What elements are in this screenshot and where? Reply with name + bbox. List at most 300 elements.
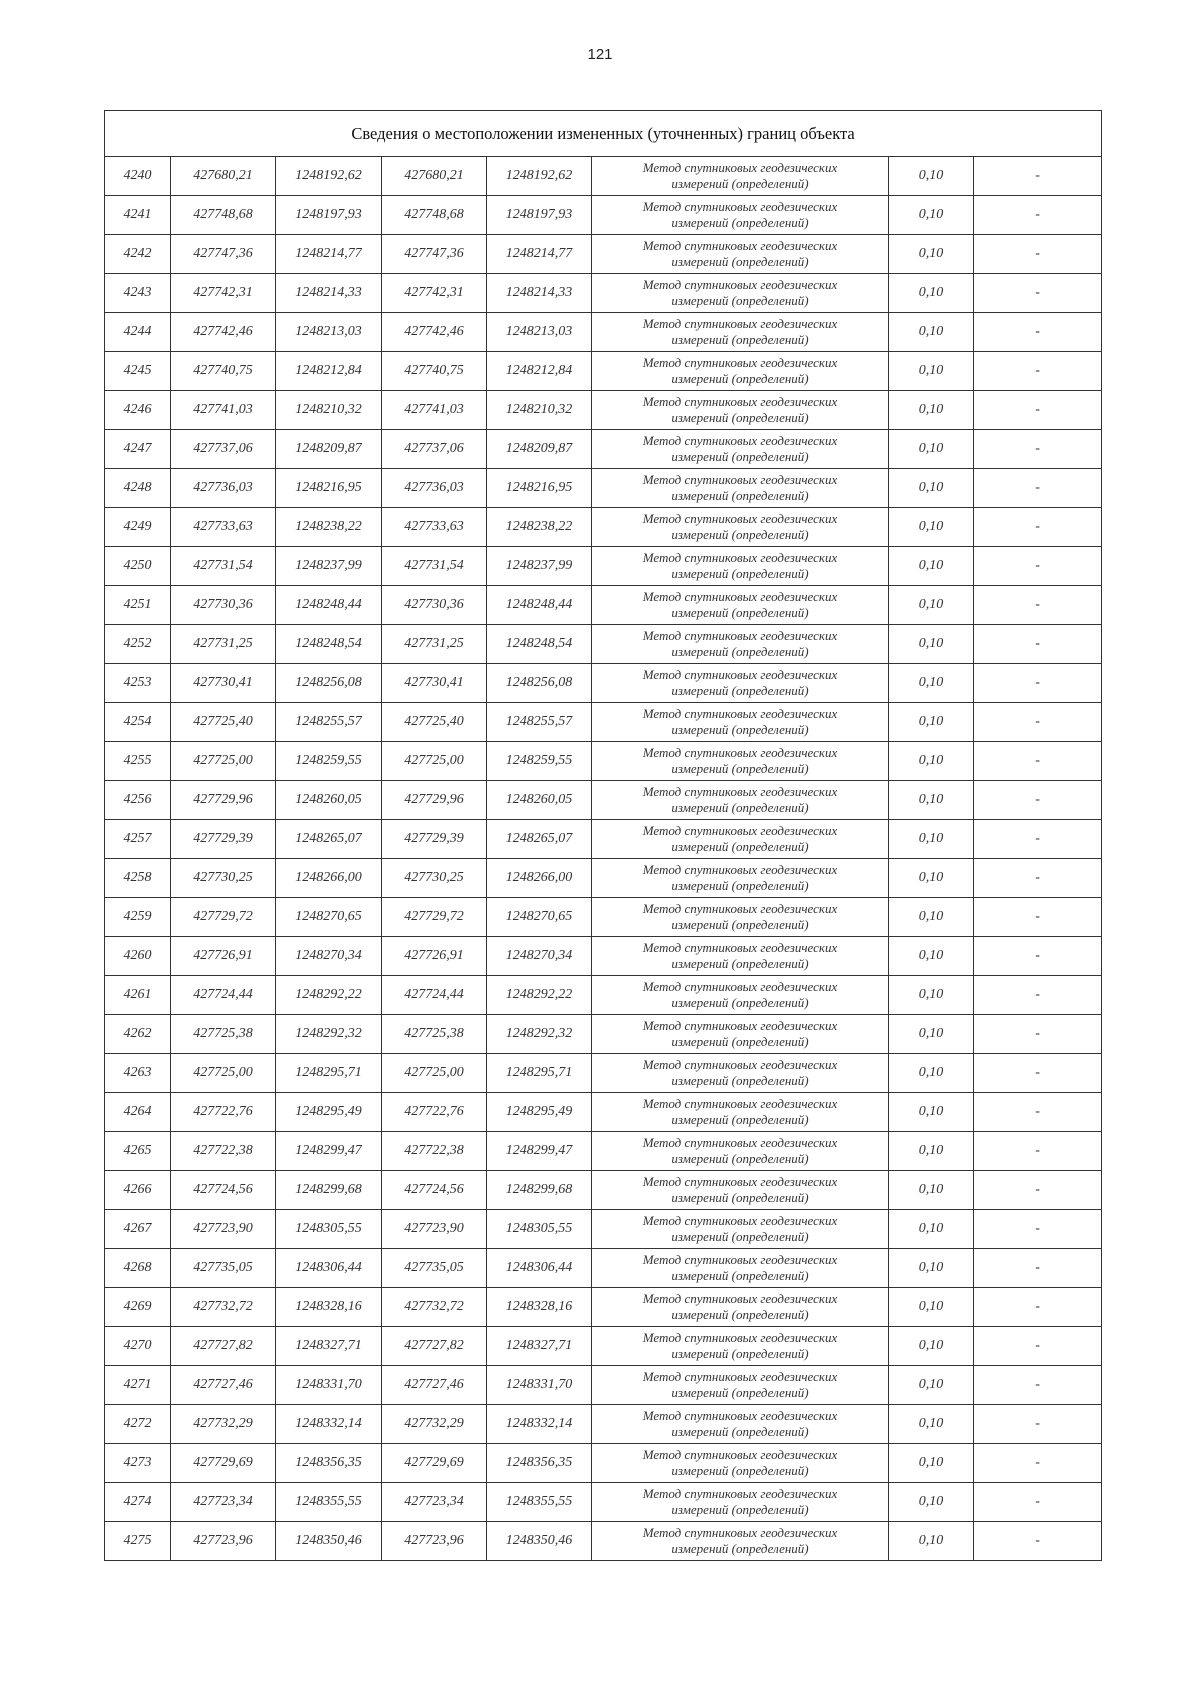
method-line-2: измерений (определений) [671, 566, 809, 581]
method-line-1: Метод спутниковых геодезических [642, 316, 838, 331]
method-cell [592, 1444, 889, 1483]
accuracy-cell: 0,10 [889, 1405, 974, 1444]
boundary-coordinates-table [104, 110, 1102, 1561]
y-existing-cell: 1248332,14 [276, 1405, 382, 1444]
y-existing-cell: 1248192,62 [276, 157, 382, 196]
method-line-2: измерений (определений) [671, 371, 809, 386]
method-cell [592, 1210, 889, 1249]
note-cell: - [974, 1054, 1102, 1093]
x-new-cell: 427731,54 [382, 547, 487, 586]
x-new-cell: 427725,00 [382, 742, 487, 781]
table-row [105, 937, 1102, 976]
method-line-2: измерений (определений) [671, 527, 809, 542]
y-existing-cell: 1248209,87 [276, 430, 382, 469]
y-new-cell: 1248192,62 [487, 157, 592, 196]
method-line-1: Метод спутниковых геодезических [642, 862, 838, 877]
method-cell [592, 274, 889, 313]
table-row [105, 430, 1102, 469]
note-cell: - [974, 1522, 1102, 1561]
method-line-2: измерений (определений) [671, 1502, 809, 1517]
accuracy-cell: 0,10 [889, 1522, 974, 1561]
method-cell [592, 664, 889, 703]
method-cell [592, 1405, 889, 1444]
x-new-cell: 427732,72 [382, 1288, 487, 1327]
table-row [105, 1093, 1102, 1132]
method-line-1: Метод спутниковых геодезических [642, 901, 838, 916]
point-number-cell: 4265 [105, 1132, 171, 1171]
x-existing-cell: 427723,34 [171, 1483, 276, 1522]
accuracy-cell: 0,10 [889, 625, 974, 664]
y-existing-cell: 1248265,07 [276, 820, 382, 859]
method-line-1: Метод спутниковых геодезических [642, 940, 838, 955]
method-line-1: Метод спутниковых геодезических [642, 511, 838, 526]
accuracy-cell: 0,10 [889, 1054, 974, 1093]
point-number-cell: 4259 [105, 898, 171, 937]
accuracy-cell: 0,10 [889, 703, 974, 742]
method-cell [592, 859, 889, 898]
note-cell: - [974, 508, 1102, 547]
x-existing-cell: 427724,56 [171, 1171, 276, 1210]
method-line-1: Метод спутниковых геодезических [642, 1018, 838, 1033]
point-number-cell: 4252 [105, 625, 171, 664]
point-number-cell: 4244 [105, 313, 171, 352]
method-cell [592, 547, 889, 586]
x-existing-cell: 427725,40 [171, 703, 276, 742]
note-cell: - [974, 1210, 1102, 1249]
method-cell [592, 1288, 889, 1327]
table-row [105, 976, 1102, 1015]
method-line-1: Метод спутниковых геодезических [642, 784, 838, 799]
point-number-cell: 4272 [105, 1405, 171, 1444]
point-number-cell: 4255 [105, 742, 171, 781]
x-existing-cell: 427732,29 [171, 1405, 276, 1444]
x-existing-cell: 427742,31 [171, 274, 276, 313]
note-cell: - [974, 1405, 1102, 1444]
method-line-2: измерений (определений) [671, 1307, 809, 1322]
y-new-cell: 1248248,54 [487, 625, 592, 664]
x-existing-cell: 427730,25 [171, 859, 276, 898]
x-existing-cell: 427725,38 [171, 1015, 276, 1054]
point-number-cell: 4268 [105, 1249, 171, 1288]
method-line-1: Метод спутниковых геодезических [642, 1447, 838, 1462]
y-existing-cell: 1248292,32 [276, 1015, 382, 1054]
x-new-cell: 427742,46 [382, 313, 487, 352]
point-number-cell: 4270 [105, 1327, 171, 1366]
y-new-cell: 1248265,07 [487, 820, 592, 859]
y-existing-cell: 1248216,95 [276, 469, 382, 508]
note-cell: - [974, 898, 1102, 937]
y-existing-cell: 1248238,22 [276, 508, 382, 547]
method-line-1: Метод спутниковых геодезических [642, 472, 838, 487]
note-cell: - [974, 1444, 1102, 1483]
table-row [105, 235, 1102, 274]
method-line-2: измерений (определений) [671, 1112, 809, 1127]
y-new-cell: 1248237,99 [487, 547, 592, 586]
y-existing-cell: 1248213,03 [276, 313, 382, 352]
table-row [105, 352, 1102, 391]
accuracy-cell: 0,10 [889, 586, 974, 625]
method-line-2: измерений (определений) [671, 761, 809, 776]
accuracy-cell: 0,10 [889, 1171, 974, 1210]
y-new-cell: 1248216,95 [487, 469, 592, 508]
note-cell: - [974, 1249, 1102, 1288]
x-existing-cell: 427723,96 [171, 1522, 276, 1561]
y-new-cell: 1248295,71 [487, 1054, 592, 1093]
method-cell [592, 1171, 889, 1210]
note-cell: - [974, 586, 1102, 625]
method-line-1: Метод спутниковых геодезических [642, 160, 838, 175]
method-line-1: Метод спутниковых геодезических [642, 1330, 838, 1345]
point-number-cell: 4258 [105, 859, 171, 898]
y-new-cell: 1248332,14 [487, 1405, 592, 1444]
y-new-cell: 1248292,22 [487, 976, 592, 1015]
y-new-cell: 1248256,08 [487, 664, 592, 703]
x-existing-cell: 427732,72 [171, 1288, 276, 1327]
y-existing-cell: 1248270,65 [276, 898, 382, 937]
method-line-2: измерений (определений) [671, 1229, 809, 1244]
x-new-cell: 427747,36 [382, 235, 487, 274]
table-title: Сведения о местоположении измененных (уточненных) границ объекта [105, 111, 1102, 157]
method-cell [592, 313, 889, 352]
point-number-cell: 4260 [105, 937, 171, 976]
point-number-cell: 4246 [105, 391, 171, 430]
y-existing-cell: 1248350,46 [276, 1522, 382, 1561]
method-cell [592, 235, 889, 274]
method-cell [592, 1015, 889, 1054]
y-new-cell: 1248292,32 [487, 1015, 592, 1054]
y-new-cell: 1248209,87 [487, 430, 592, 469]
note-cell: - [974, 781, 1102, 820]
method-cell [592, 625, 889, 664]
table-row [105, 664, 1102, 703]
y-new-cell: 1248295,49 [487, 1093, 592, 1132]
point-number-cell: 4266 [105, 1171, 171, 1210]
table-row [105, 313, 1102, 352]
y-existing-cell: 1248212,84 [276, 352, 382, 391]
x-new-cell: 427730,41 [382, 664, 487, 703]
table-row [105, 1171, 1102, 1210]
x-existing-cell: 427748,68 [171, 196, 276, 235]
table-row [105, 391, 1102, 430]
x-existing-cell: 427725,00 [171, 742, 276, 781]
accuracy-cell: 0,10 [889, 742, 974, 781]
x-existing-cell: 427722,38 [171, 1132, 276, 1171]
y-new-cell: 1248260,05 [487, 781, 592, 820]
y-new-cell: 1248248,44 [487, 586, 592, 625]
accuracy-cell: 0,10 [889, 430, 974, 469]
method-line-1: Метод спутниковых геодезических [642, 277, 838, 292]
method-line-2: измерений (определений) [671, 683, 809, 698]
method-cell [592, 898, 889, 937]
table-row [105, 1210, 1102, 1249]
y-new-cell: 1248214,77 [487, 235, 592, 274]
x-existing-cell: 427747,36 [171, 235, 276, 274]
x-new-cell: 427725,38 [382, 1015, 487, 1054]
method-line-2: измерений (определений) [671, 1073, 809, 1088]
method-cell [592, 937, 889, 976]
method-line-1: Метод спутниковых геодезических [642, 1369, 838, 1384]
y-new-cell: 1248350,46 [487, 1522, 592, 1561]
y-new-cell: 1248212,84 [487, 352, 592, 391]
y-new-cell: 1248255,57 [487, 703, 592, 742]
x-existing-cell: 427742,46 [171, 313, 276, 352]
page-number: 121 [587, 46, 613, 63]
y-existing-cell: 1248299,68 [276, 1171, 382, 1210]
table-row [105, 1405, 1102, 1444]
y-existing-cell: 1248306,44 [276, 1249, 382, 1288]
y-new-cell: 1248299,68 [487, 1171, 592, 1210]
point-number-cell: 4261 [105, 976, 171, 1015]
method-line-1: Метод спутниковых геодезических [642, 1096, 838, 1111]
accuracy-cell: 0,10 [889, 235, 974, 274]
method-line-1: Метод спутниковых геодезических [642, 1291, 838, 1306]
note-cell: - [974, 157, 1102, 196]
method-line-1: Метод спутниковых геодезических [642, 433, 838, 448]
x-new-cell: 427735,05 [382, 1249, 487, 1288]
x-existing-cell: 427731,25 [171, 625, 276, 664]
x-existing-cell: 427727,82 [171, 1327, 276, 1366]
method-cell [592, 1522, 889, 1561]
note-cell: - [974, 1171, 1102, 1210]
accuracy-cell: 0,10 [889, 976, 974, 1015]
y-existing-cell: 1248327,71 [276, 1327, 382, 1366]
method-cell [592, 157, 889, 196]
x-new-cell: 427722,38 [382, 1132, 487, 1171]
note-cell: - [974, 1327, 1102, 1366]
y-new-cell: 1248356,35 [487, 1444, 592, 1483]
point-number-cell: 4274 [105, 1483, 171, 1522]
method-line-2: измерений (определений) [671, 449, 809, 464]
method-line-1: Метод спутниковых геодезических [642, 1408, 838, 1423]
method-cell [592, 391, 889, 430]
note-cell: - [974, 1132, 1102, 1171]
x-new-cell: 427680,21 [382, 157, 487, 196]
y-new-cell: 1248327,71 [487, 1327, 592, 1366]
accuracy-cell: 0,10 [889, 1366, 974, 1405]
accuracy-cell: 0,10 [889, 469, 974, 508]
x-new-cell: 427723,90 [382, 1210, 487, 1249]
note-cell: - [974, 469, 1102, 508]
x-existing-cell: 427735,05 [171, 1249, 276, 1288]
method-line-1: Метод спутниковых геодезических [642, 823, 838, 838]
note-cell: - [974, 1288, 1102, 1327]
point-number-cell: 4271 [105, 1366, 171, 1405]
x-existing-cell: 427729,96 [171, 781, 276, 820]
method-line-2: измерений (определений) [671, 644, 809, 659]
method-cell [592, 820, 889, 859]
y-existing-cell: 1248266,00 [276, 859, 382, 898]
point-number-cell: 4247 [105, 430, 171, 469]
method-line-2: измерений (определений) [671, 1034, 809, 1049]
point-number-cell: 4248 [105, 469, 171, 508]
y-existing-cell: 1248237,99 [276, 547, 382, 586]
y-existing-cell: 1248328,16 [276, 1288, 382, 1327]
point-number-cell: 4256 [105, 781, 171, 820]
point-number-cell: 4253 [105, 664, 171, 703]
note-cell: - [974, 937, 1102, 976]
accuracy-cell: 0,10 [889, 1015, 974, 1054]
x-new-cell: 427730,36 [382, 586, 487, 625]
accuracy-cell: 0,10 [889, 1132, 974, 1171]
x-existing-cell: 427680,21 [171, 157, 276, 196]
x-new-cell: 427731,25 [382, 625, 487, 664]
x-new-cell: 427726,91 [382, 937, 487, 976]
x-existing-cell: 427725,00 [171, 1054, 276, 1093]
x-new-cell: 427722,76 [382, 1093, 487, 1132]
table-row [105, 625, 1102, 664]
method-line-2: измерений (определений) [671, 800, 809, 815]
method-cell [592, 196, 889, 235]
y-new-cell: 1248328,16 [487, 1288, 592, 1327]
method-cell [592, 1366, 889, 1405]
method-cell [592, 703, 889, 742]
y-new-cell: 1248213,03 [487, 313, 592, 352]
table-row [105, 820, 1102, 859]
table-row [105, 898, 1102, 937]
y-new-cell: 1248331,70 [487, 1366, 592, 1405]
method-cell [592, 469, 889, 508]
x-new-cell: 427723,34 [382, 1483, 487, 1522]
point-number-cell: 4251 [105, 586, 171, 625]
method-cell [592, 742, 889, 781]
note-cell: - [974, 391, 1102, 430]
note-cell: - [974, 352, 1102, 391]
method-cell [592, 1327, 889, 1366]
method-line-2: измерений (определений) [671, 410, 809, 425]
note-cell: - [974, 1366, 1102, 1405]
point-number-cell: 4249 [105, 508, 171, 547]
method-line-2: измерений (определений) [671, 1541, 809, 1556]
y-existing-cell: 1248305,55 [276, 1210, 382, 1249]
accuracy-cell: 0,10 [889, 274, 974, 313]
accuracy-cell: 0,10 [889, 547, 974, 586]
table-row [105, 1015, 1102, 1054]
table-row [105, 1054, 1102, 1093]
method-line-1: Метод спутниковых геодезических [642, 589, 838, 604]
x-new-cell: 427737,06 [382, 430, 487, 469]
method-line-1: Метод спутниковых геодезических [642, 1135, 838, 1150]
method-line-1: Метод спутниковых геодезических [642, 1057, 838, 1072]
method-line-2: измерений (определений) [671, 488, 809, 503]
note-cell: - [974, 976, 1102, 1015]
x-existing-cell: 427729,69 [171, 1444, 276, 1483]
point-number-cell: 4269 [105, 1288, 171, 1327]
note-cell: - [974, 742, 1102, 781]
method-cell [592, 508, 889, 547]
method-line-2: измерений (определений) [671, 1385, 809, 1400]
y-new-cell: 1248305,55 [487, 1210, 592, 1249]
y-existing-cell: 1248270,34 [276, 937, 382, 976]
method-line-1: Метод спутниковых геодезических [642, 199, 838, 214]
y-existing-cell: 1248355,55 [276, 1483, 382, 1522]
x-existing-cell: 427726,91 [171, 937, 276, 976]
accuracy-cell: 0,10 [889, 664, 974, 703]
method-line-2: измерений (определений) [671, 332, 809, 347]
y-existing-cell: 1248214,77 [276, 235, 382, 274]
table-row [105, 1288, 1102, 1327]
method-line-1: Метод спутниковых геодезических [642, 238, 838, 253]
x-new-cell: 427729,96 [382, 781, 487, 820]
method-line-2: измерений (определений) [671, 1346, 809, 1361]
method-cell [592, 781, 889, 820]
method-line-2: измерений (определений) [671, 878, 809, 893]
point-number-cell: 4262 [105, 1015, 171, 1054]
x-existing-cell: 427730,36 [171, 586, 276, 625]
method-line-1: Метод спутниковых геодезических [642, 706, 838, 721]
note-cell: - [974, 859, 1102, 898]
method-line-1: Метод спутниковых геодезических [642, 1252, 838, 1267]
table-row [105, 274, 1102, 313]
x-new-cell: 427724,44 [382, 976, 487, 1015]
method-line-2: измерений (определений) [671, 839, 809, 854]
method-line-2: измерений (определений) [671, 722, 809, 737]
point-number-cell: 4241 [105, 196, 171, 235]
method-line-1: Метод спутниковых геодезических [642, 1486, 838, 1501]
note-cell: - [974, 703, 1102, 742]
method-line-2: измерений (определений) [671, 917, 809, 932]
accuracy-cell: 0,10 [889, 820, 974, 859]
accuracy-cell: 0,10 [889, 391, 974, 430]
accuracy-cell: 0,10 [889, 898, 974, 937]
x-existing-cell: 427731,54 [171, 547, 276, 586]
y-new-cell: 1248299,47 [487, 1132, 592, 1171]
x-new-cell: 427729,39 [382, 820, 487, 859]
x-new-cell: 427748,68 [382, 196, 487, 235]
x-existing-cell: 427740,75 [171, 352, 276, 391]
method-line-1: Метод спутниковых геодезических [642, 628, 838, 643]
y-existing-cell: 1248356,35 [276, 1444, 382, 1483]
method-cell [592, 1054, 889, 1093]
x-existing-cell: 427733,63 [171, 508, 276, 547]
y-existing-cell: 1248295,49 [276, 1093, 382, 1132]
x-existing-cell: 427727,46 [171, 1366, 276, 1405]
method-line-2: измерений (определений) [671, 215, 809, 230]
point-number-cell: 4263 [105, 1054, 171, 1093]
x-existing-cell: 427729,39 [171, 820, 276, 859]
point-number-cell: 4267 [105, 1210, 171, 1249]
note-cell: - [974, 313, 1102, 352]
y-new-cell: 1248306,44 [487, 1249, 592, 1288]
table-row [105, 508, 1102, 547]
x-new-cell: 427724,56 [382, 1171, 487, 1210]
accuracy-cell: 0,10 [889, 508, 974, 547]
x-new-cell: 427740,75 [382, 352, 487, 391]
method-line-1: Метод спутниковых геодезических [642, 979, 838, 994]
y-new-cell: 1248214,33 [487, 274, 592, 313]
note-cell: - [974, 196, 1102, 235]
method-line-2: измерений (определений) [671, 254, 809, 269]
y-new-cell: 1248259,55 [487, 742, 592, 781]
point-number-cell: 4264 [105, 1093, 171, 1132]
y-new-cell: 1248355,55 [487, 1483, 592, 1522]
x-new-cell: 427732,29 [382, 1405, 487, 1444]
method-line-2: измерений (определений) [671, 956, 809, 971]
x-existing-cell: 427723,90 [171, 1210, 276, 1249]
y-existing-cell: 1248299,47 [276, 1132, 382, 1171]
accuracy-cell: 0,10 [889, 1327, 974, 1366]
table-row [105, 1249, 1102, 1288]
y-existing-cell: 1248248,54 [276, 625, 382, 664]
note-cell: - [974, 1015, 1102, 1054]
point-number-cell: 4240 [105, 157, 171, 196]
x-new-cell: 427725,40 [382, 703, 487, 742]
y-existing-cell: 1248259,55 [276, 742, 382, 781]
note-cell: - [974, 274, 1102, 313]
y-new-cell: 1248238,22 [487, 508, 592, 547]
x-new-cell: 427725,00 [382, 1054, 487, 1093]
method-cell [592, 352, 889, 391]
x-existing-cell: 427737,06 [171, 430, 276, 469]
